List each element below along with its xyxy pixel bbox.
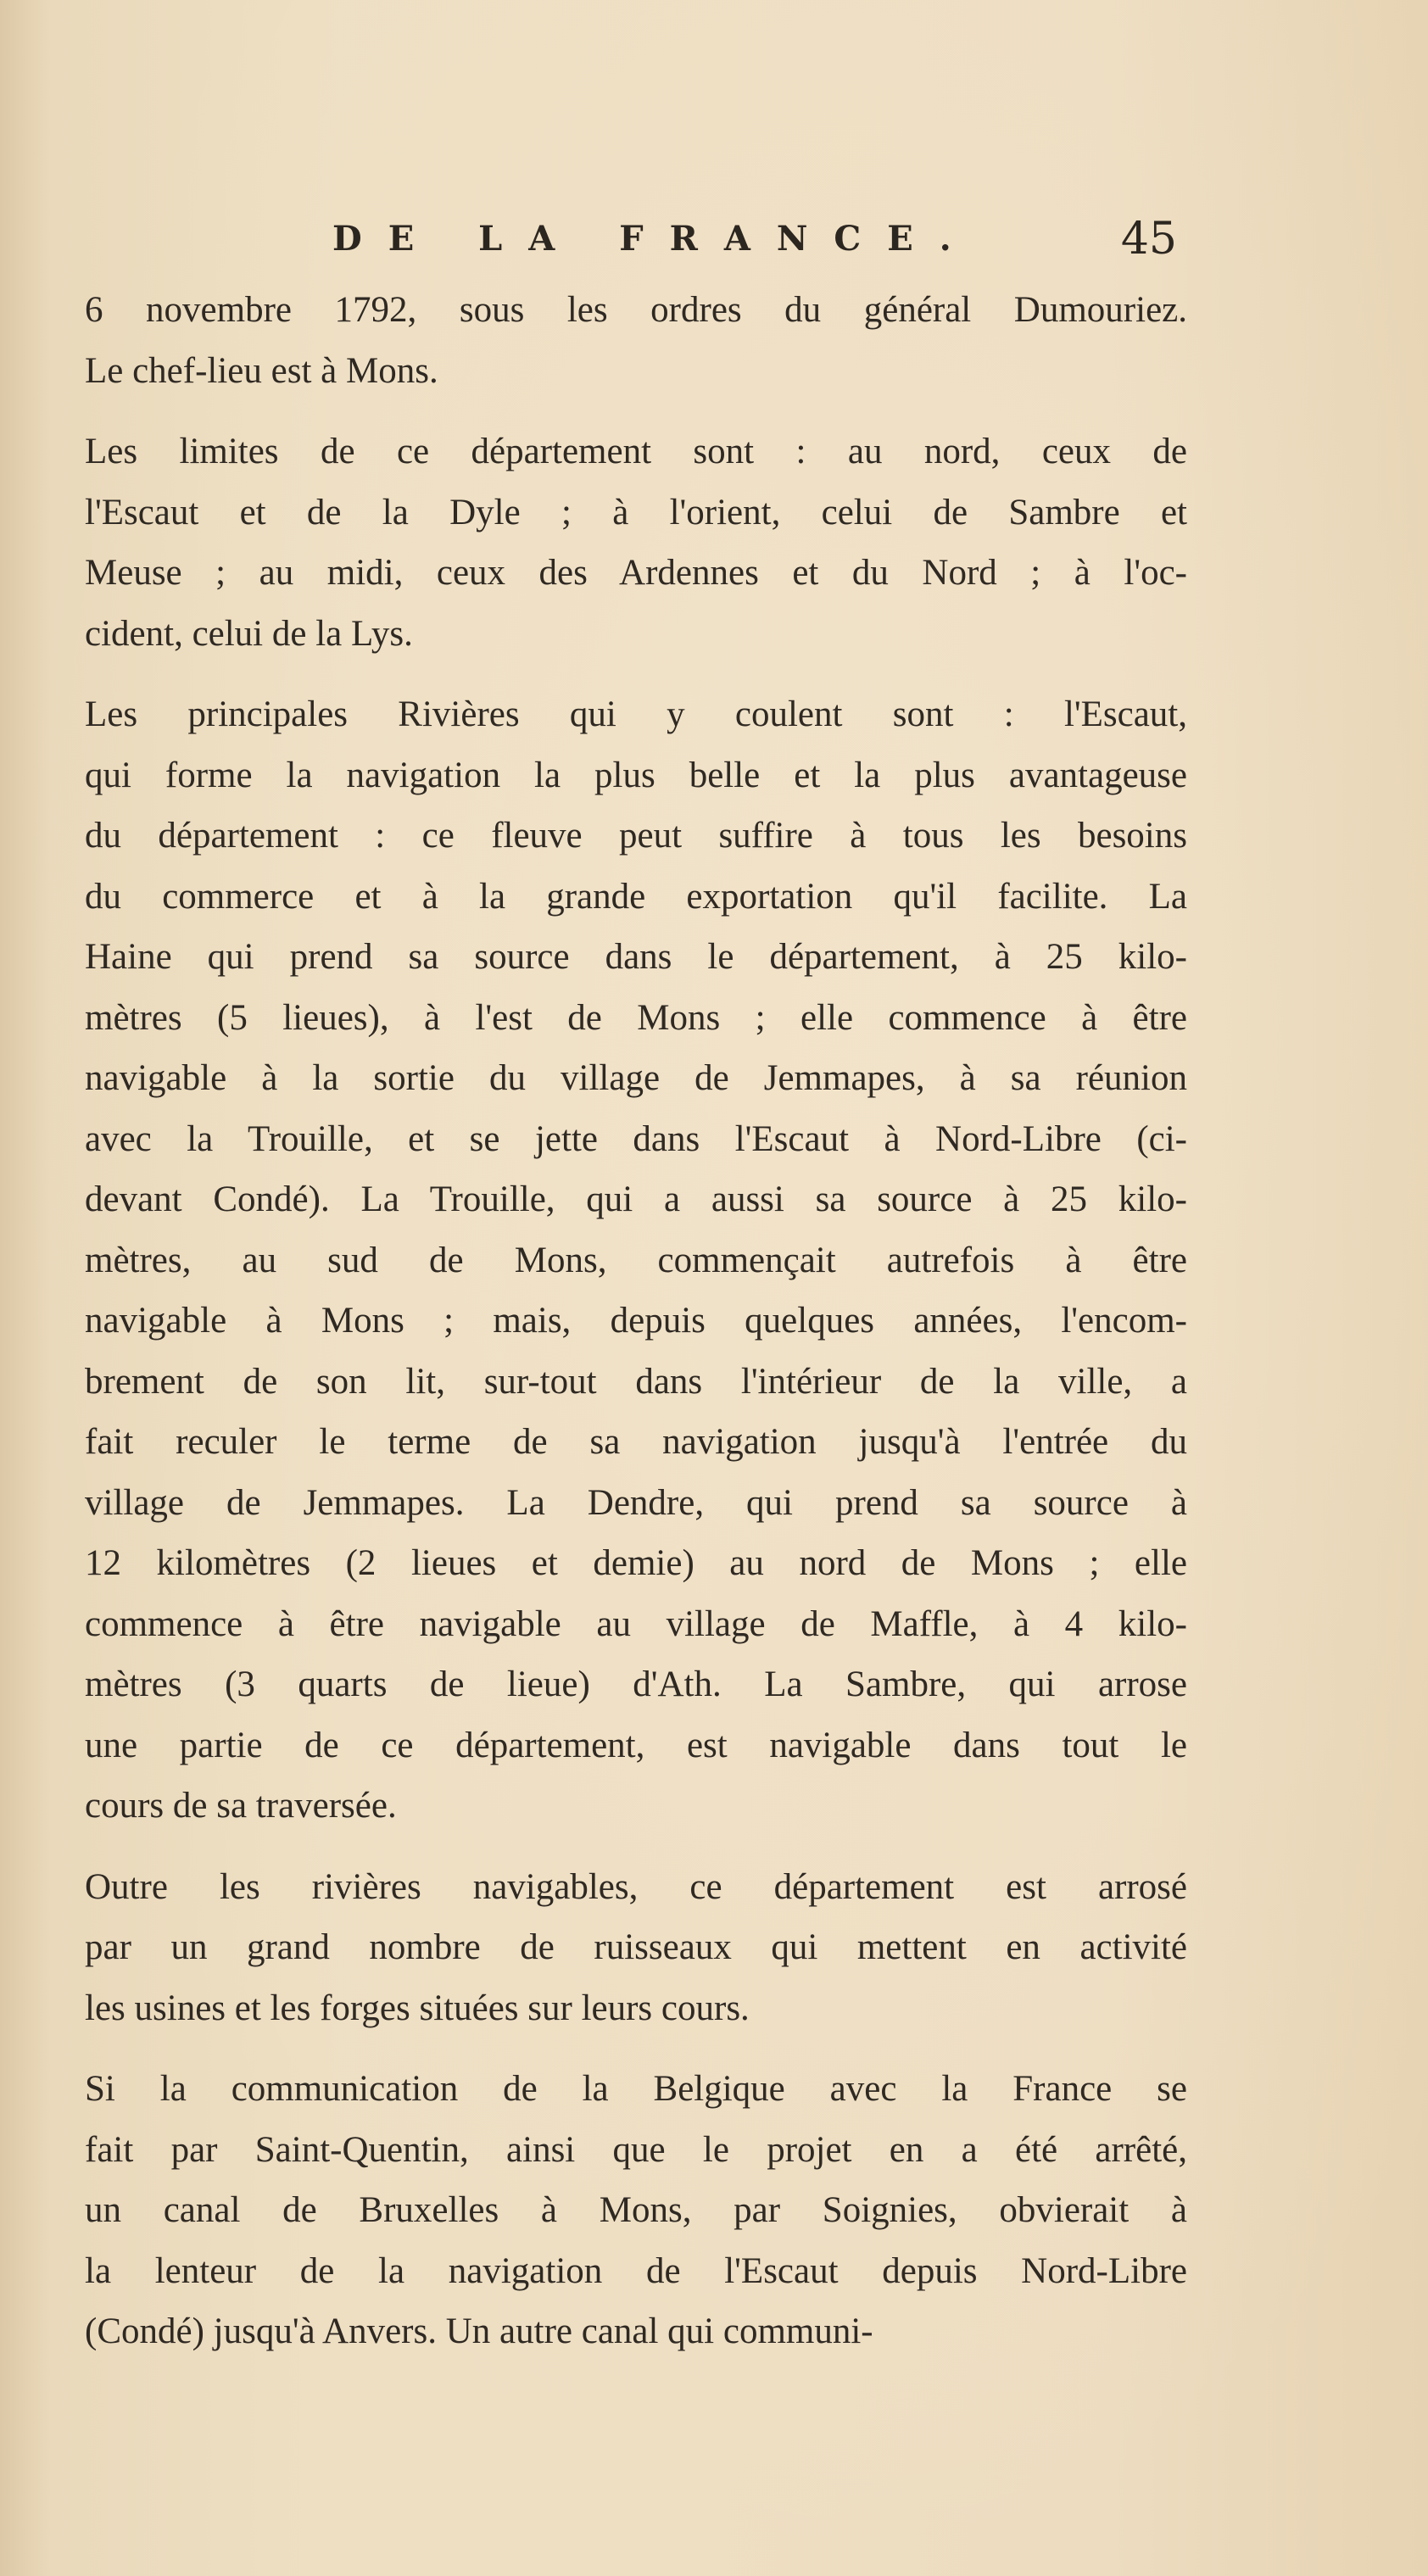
paragraph <box>85 1857 1187 2039</box>
text-line: brement de son lit, sur-tout dans l'intérieur de la ville, a <box>85 1361 1187 1402</box>
text-line: commence à être navigable au village de Maffle, à 4 kilo- <box>85 1603 1187 1644</box>
text-line: fait par Saint-Quentin, ainsi que le projet en a été arrêté, <box>85 2129 1187 2170</box>
text-line: village de Jemmapes. La Dendre, qui prend sa source à <box>85 1482 1187 1523</box>
text-line: Si la communication de la Belgique avec la France se <box>85 2069 1187 2109</box>
text-line: un canal de Bruxelles à Mons, par Soignies, obvierait à <box>85 2190 1187 2230</box>
text-line: 12 kilomètres (2 lieues et demie) au nord de Mons ; elle <box>85 1543 1187 1583</box>
paragraph <box>85 421 1187 664</box>
text-line: navigable à la sortie du village de Jemmapes, à sa réunion <box>85 1058 1187 1098</box>
text-line: Les limites de ce département sont : au nord, ceux de <box>85 432 1187 471</box>
text-line: par un grand nombre de ruisseaux qui mettent en activité <box>85 1927 1187 1967</box>
paragraph-gap <box>85 401 1187 421</box>
paragraph <box>85 2059 1187 2362</box>
text-line: (Condé) jusqu'à Anvers. Un autre canal qui communi- <box>85 2311 873 2351</box>
paragraph-gap <box>85 664 1187 684</box>
text-line: du commerce et à la grande exportation qu'il facilite. La <box>85 876 1187 917</box>
text-line: 6 novembre 1792, sous les ordres du général Dumouriez. <box>85 290 1187 330</box>
running-title: DE LA FRANCE. <box>332 219 978 259</box>
text-line: du département : ce fleuve peut suffire à tous les besoins <box>85 816 1187 856</box>
page-header <box>332 214 1180 270</box>
paragraph <box>85 280 1187 401</box>
text-line: cident, celui de la Lys. <box>85 613 413 654</box>
text-line: la lenteur de la navigation de l'Escaut depuis Nord-Libre <box>85 2250 1187 2291</box>
text-line: avec la Trouille, et se jette dans l'Escaut à Nord-Libre (ci- <box>85 1118 1187 1159</box>
text-line: les usines et les forges situées sur leurs cours. <box>85 1988 750 2028</box>
paragraph <box>85 684 1187 1837</box>
text-line: Les principales Rivières qui y coulent sont : l'Escaut, <box>85 694 1187 734</box>
text-line: une partie de ce département, est navigable dans tout le <box>85 1725 1187 1765</box>
text-line: Haine qui prend sa source dans le département, à 25 kilo- <box>85 937 1187 977</box>
paragraph-gap <box>85 2038 1187 2059</box>
text-line: Le chef-lieu est à Mons. <box>85 350 438 391</box>
text-line: navigable à Mons ; mais, depuis quelques années, l'encom- <box>85 1301 1187 1341</box>
text-line: qui forme la navigation la plus belle et la plus avantageuse <box>85 755 1187 795</box>
text-line: Meuse ; au midi, ceux des Ardennes et du Nord ; à l'oc- <box>85 553 1187 593</box>
body-text <box>85 280 1187 2362</box>
text-line: devant Condé). La Trouille, qui a aussi sa source à 25 kilo- <box>85 1179 1187 1219</box>
text-line: mètres (3 quarts de lieue) d'Ath. La Sambre, qui arrose <box>85 1664 1187 1704</box>
paragraph-gap <box>85 1837 1187 1857</box>
text-line: cours de sa traversée. <box>85 1786 397 1826</box>
text-line: mètres (5 lieues), à l'est de Mons ; elle commence à être <box>85 997 1187 1038</box>
text-line: l'Escaut et de la Dyle ; à l'orient, celui de Sambre et <box>85 492 1187 532</box>
text-line: Outre les rivières navigables, ce département est arrosé <box>85 1866 1187 1907</box>
text-line: mètres, au sud de Mons, commençait autrefois à être <box>85 1240 1187 1280</box>
text-line: fait reculer le terme de sa navigation jusqu'à l'entrée du <box>85 1422 1187 1462</box>
page-number: 45 <box>1120 214 1177 265</box>
